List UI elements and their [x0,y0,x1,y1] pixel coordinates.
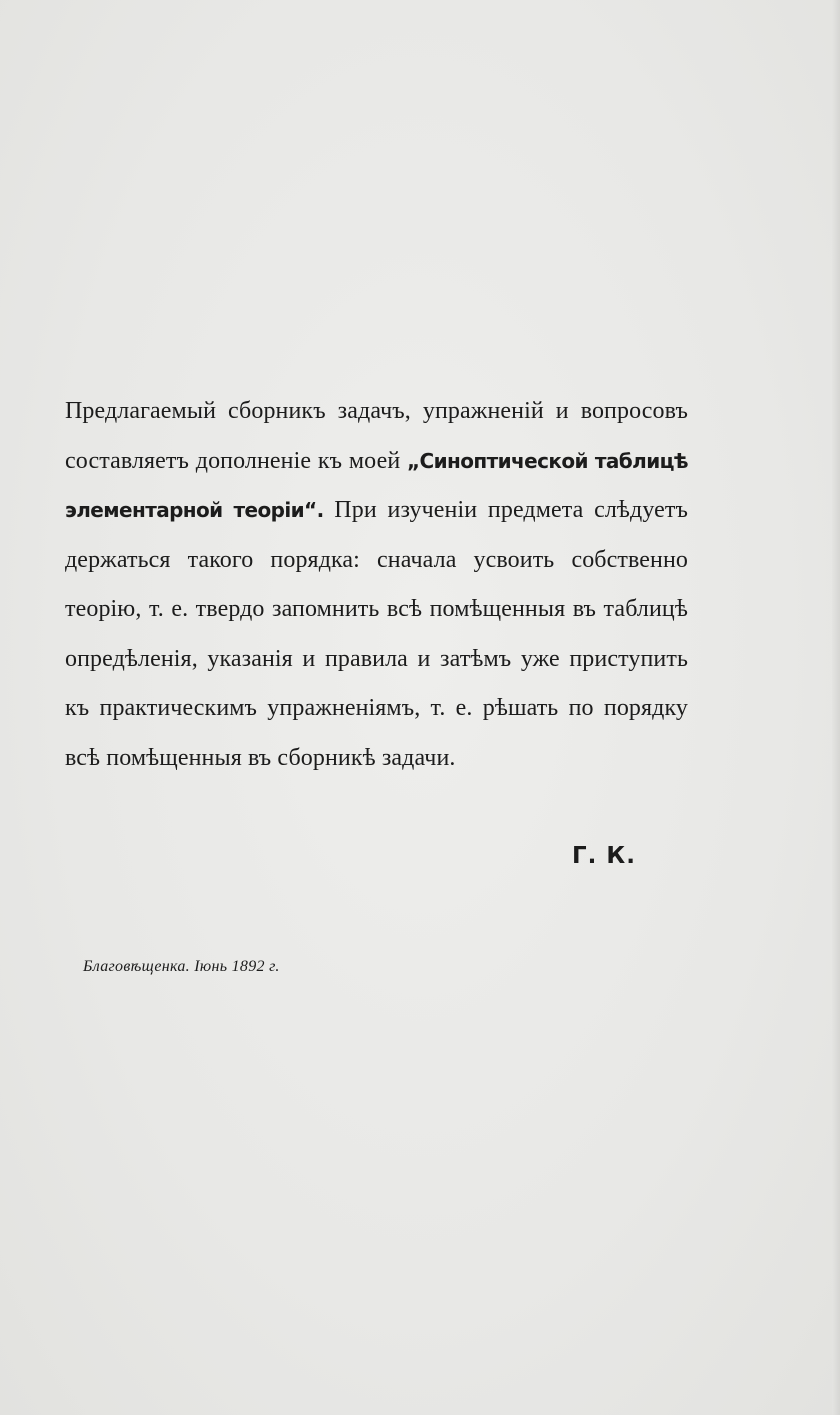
author-initials: Г. К. [572,843,636,869]
place-and-date: Благовѣщенка. Іюнь 1892 г. [83,958,280,975]
preface-paragraph [65,387,688,783]
page-edge [832,0,840,1415]
preface-text-end: При изученіи предмета слѣдуетъ держаться такого порядка: сначала усвоить собственно теорію, т. е. твердо запомнить всѣ помѣщенныя въ таблицѣ опредѣленія, указанія и правила и затѣмъ уже приступить къ практическимъ упражненіямъ, т. е. рѣшать по порядку всѣ помѣщенныя въ сборникѣ задачи. [65,497,688,771]
preface-book-title: „Синоптической таблицѣ элементарной теоріи“. [65,448,688,522]
preface-text-start: Предлагаемый сборникъ задачъ, упражненій и вопросовъ составляетъ дополненіе къ моей [65,398,688,474]
